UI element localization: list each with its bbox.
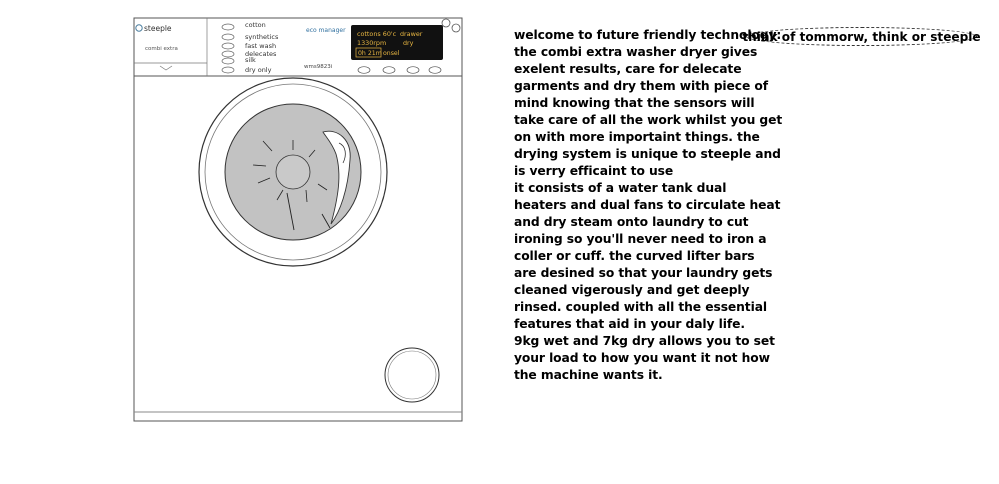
program-cotton-label: cotton: [245, 21, 266, 29]
display-program: cottons 60'c: [357, 30, 397, 38]
lcd-display: [351, 25, 443, 60]
power-knob-icon[interactable]: [442, 19, 450, 27]
tagline-text: think of tommorw, think or steeple: [742, 29, 981, 44]
model-number: wms9823i: [304, 64, 333, 70]
display-drawer: drawer: [400, 30, 423, 38]
display-time: 0h 21m: [358, 50, 382, 57]
program-dry-only-button[interactable]: [222, 67, 234, 73]
product-description: [514, 27, 783, 384]
program-delecates-label: delecates: [245, 50, 277, 58]
option-button-2[interactable]: [383, 67, 395, 74]
washer-dryer-drawing: [0, 0, 480, 440]
description-line: the combi extra washer dryer gives: [514, 45, 758, 59]
description-line: and dry steam onto laundry to cut: [514, 215, 749, 229]
display-status: onsel: [383, 50, 400, 57]
door: [199, 78, 387, 266]
description-line: your load to how you want it not how: [514, 351, 770, 365]
program-cotton-button[interactable]: [222, 24, 234, 30]
description-line: garments and dry them with piece of: [514, 79, 768, 93]
program-fast-wash-label: fast wash: [245, 42, 277, 50]
program-dry-only-label: dry only: [245, 66, 272, 74]
description-line: rinsed. coupled with all the essential: [514, 300, 768, 314]
description-line: features that aid in your daly life.: [514, 317, 745, 331]
description-line: cleaned vigerously and get deeply: [514, 283, 750, 297]
model-name: combi extra: [145, 46, 178, 52]
description-line: drying system is unique to steeple and: [514, 147, 781, 161]
display-dry: dry: [403, 39, 414, 47]
description-line: it consists of a water tank dual: [514, 181, 727, 195]
program-synthetics-button[interactable]: [222, 34, 234, 40]
program-silk-button[interactable]: [222, 58, 234, 64]
tagline-bubble: [742, 27, 981, 46]
brand-name: steeple: [144, 24, 172, 33]
option-button-4[interactable]: [429, 67, 441, 74]
option-button-1[interactable]: [358, 67, 370, 74]
drum-hub: [276, 155, 310, 189]
start-knob-icon[interactable]: [452, 24, 460, 32]
description-line: is verry efficaint to use: [514, 164, 674, 178]
description-line: exelent results, care for delecate: [514, 62, 742, 76]
description-line: ironing so you'll never need to iron a: [514, 232, 767, 246]
program-fast-wash-button[interactable]: [222, 43, 234, 49]
logo-mark-icon: [136, 25, 142, 31]
description-line: 9kg wet and 7kg dry allows you to set: [514, 334, 775, 348]
eco-manager-label: eco manager: [306, 27, 346, 34]
program-silk-label: silk: [245, 56, 256, 64]
description-line: on with more importaint things. the: [514, 130, 760, 144]
description-line: the machine wants it.: [514, 368, 663, 382]
program-delecates-button[interactable]: [222, 51, 234, 57]
description-line: heaters and dual fans to circulate heat: [514, 198, 781, 212]
description-line: take care of all the work whilst you get: [514, 113, 783, 127]
description-line: welcome to future friendly technology:: [514, 28, 782, 42]
display-spin-speed: 1330rpm: [357, 39, 387, 47]
description-line: coller or cuff. the curved lifter bars: [514, 249, 755, 263]
filter-hatch[interactable]: [385, 348, 439, 402]
option-button-3[interactable]: [407, 67, 419, 74]
program-synthetics-label: synthetics: [245, 33, 279, 41]
description-line: mind knowing that the sensors will: [514, 96, 755, 110]
description-line: are desined so that your laundry gets: [514, 266, 773, 280]
